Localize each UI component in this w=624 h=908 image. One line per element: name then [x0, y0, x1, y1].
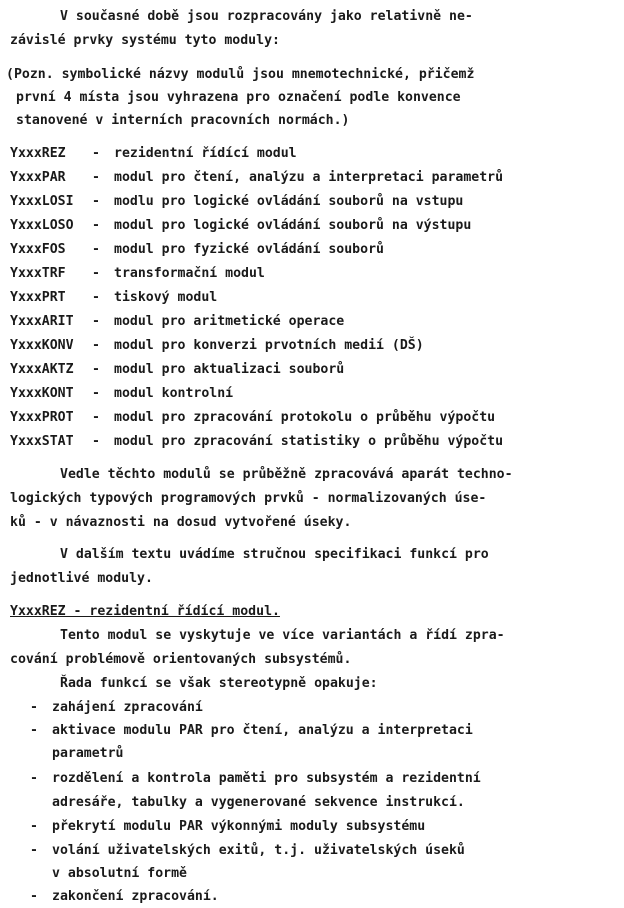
- module-desc: modul pro zpracování statistiky o průběhu výpočtu: [114, 434, 504, 449]
- module-desc: tiskový modul: [114, 290, 218, 305]
- list-item: [10, 289, 217, 307]
- section-line-3: Řada funkcí se však stereotypně opakuje:: [60, 676, 378, 691]
- list-item: [10, 433, 503, 451]
- dash: -: [92, 194, 100, 209]
- dash: -: [92, 242, 100, 257]
- list-item: [30, 722, 473, 740]
- module-desc: modul kontrolní: [114, 386, 234, 401]
- list-item: [30, 888, 219, 906]
- dash: -: [92, 170, 100, 185]
- module-code: YxxxLOSO: [10, 218, 74, 233]
- section-line-1: Tento modul se vyskytuje ve více variantách a řídí zpra-: [60, 628, 505, 643]
- function-continuation: adresáře, tabulky a vygenerované sekvence instrukcí.: [52, 795, 465, 810]
- list-item: [30, 818, 425, 836]
- module-desc: transformační modul: [114, 266, 265, 281]
- list-item: [10, 217, 471, 235]
- bullet: -: [30, 889, 38, 904]
- dash: -: [92, 362, 100, 377]
- list-item: [10, 385, 233, 403]
- module-code: YxxxKONT: [10, 386, 74, 401]
- list-item: [10, 409, 495, 427]
- module-code: YxxxARIT: [10, 314, 74, 329]
- function-text: zahájení zpracování: [52, 700, 203, 715]
- intro-line-2: závislé prvky systému tyto moduly:: [10, 33, 280, 48]
- module-desc: modul pro fyzické ovládání souborů: [114, 242, 384, 257]
- para3-line-1: V dalším textu uvádíme stručnou specifikaci funkcí pro: [60, 547, 489, 562]
- dash: -: [92, 266, 100, 281]
- list-item: [10, 313, 344, 331]
- function-text: aktivace modulu PAR pro čtení, analýzu a interpretaci: [52, 723, 473, 738]
- dash: -: [92, 146, 100, 161]
- para3-line-2: jednotlivé moduly.: [10, 571, 153, 586]
- module-desc: modul pro aritmetické operace: [114, 314, 345, 329]
- module-desc: modul pro čtení, analýzu a interpretaci parametrů: [114, 170, 504, 185]
- module-desc: rezidentní řídící modul: [114, 146, 297, 161]
- function-text: zakončení zpracování.: [52, 889, 219, 904]
- dash: -: [92, 386, 100, 401]
- note-line-1: (Pozn. symbolické názvy modulů jsou mnemotechnické, přičemž: [6, 67, 475, 82]
- module-desc: modlu pro logické ovládání souborů na vstupu: [114, 194, 464, 209]
- list-item: [30, 770, 481, 788]
- function-continuation: v absolutní formě: [52, 866, 187, 881]
- module-code: YxxxFOS: [10, 242, 66, 257]
- list-item: [30, 842, 465, 860]
- para2-line-2: logických typových programových prvků - normalizovaných úse-: [10, 491, 487, 506]
- module-desc: modul pro logické ovládání souborů na výstupu: [114, 218, 472, 233]
- note-line-2: první 4 místa jsou vyhrazena pro označení podle konvence: [16, 90, 461, 105]
- function-continuation: parametrů: [52, 746, 124, 761]
- module-code: YxxxPRT: [10, 290, 66, 305]
- bullet: -: [30, 700, 38, 715]
- bullet: -: [30, 819, 38, 834]
- list-item: [10, 169, 503, 187]
- list-item: [10, 145, 297, 163]
- section-line-2: cování problémově orientovaných subsystémů.: [10, 652, 352, 667]
- dash: -: [92, 338, 100, 353]
- dash: -: [92, 290, 100, 305]
- module-desc: modul pro konverzi prvotních medií (DŠ): [114, 338, 424, 353]
- module-code: YxxxAKTZ: [10, 362, 74, 377]
- module-code: YxxxPROT: [10, 410, 74, 425]
- list-item: [30, 699, 203, 717]
- dash: -: [92, 218, 100, 233]
- list-item: [10, 241, 384, 259]
- bullet: -: [30, 771, 38, 786]
- function-text: volání uživatelských exitů, t.j. uživatelských úseků: [52, 843, 465, 858]
- bullet: -: [30, 843, 38, 858]
- dash: -: [92, 410, 100, 425]
- module-desc: modul pro aktualizaci souborů: [114, 362, 345, 377]
- list-item: [10, 193, 463, 211]
- intro-line-1: V současné době jsou rozpracovány jako relativně ne-: [60, 9, 473, 24]
- module-code: YxxxSTAT: [10, 434, 74, 449]
- module-code: YxxxKONV: [10, 338, 74, 353]
- function-text: rozdělení a kontrola paměti pro subsystém a rezidentní: [52, 771, 481, 786]
- module-code: YxxxPAR: [10, 170, 66, 185]
- module-code: YxxxTRF: [10, 266, 66, 281]
- function-text: překrytí modulu PAR výkonnými moduly subsystému: [52, 819, 426, 834]
- para2-line-3: ků - v návaznosti na dosud vytvořené úseky.: [10, 515, 352, 530]
- module-code: YxxxREZ: [10, 146, 66, 161]
- list-item: [10, 361, 344, 379]
- module-desc: modul pro zpracování protokolu o průběhu výpočtu: [114, 410, 496, 425]
- list-item: [10, 265, 265, 283]
- section-heading: YxxxREZ - rezidentní řídící modul.: [10, 604, 280, 619]
- para2-line-1: Vedle těchto modulů se průběžně zpracovává aparát techno-: [60, 467, 513, 482]
- dash: -: [92, 434, 100, 449]
- dash: -: [92, 314, 100, 329]
- list-item: [10, 337, 424, 355]
- bullet: -: [30, 723, 38, 738]
- module-code: YxxxLOSI: [10, 194, 74, 209]
- note-line-3: stanovené v interních pracovních normách.): [16, 113, 350, 128]
